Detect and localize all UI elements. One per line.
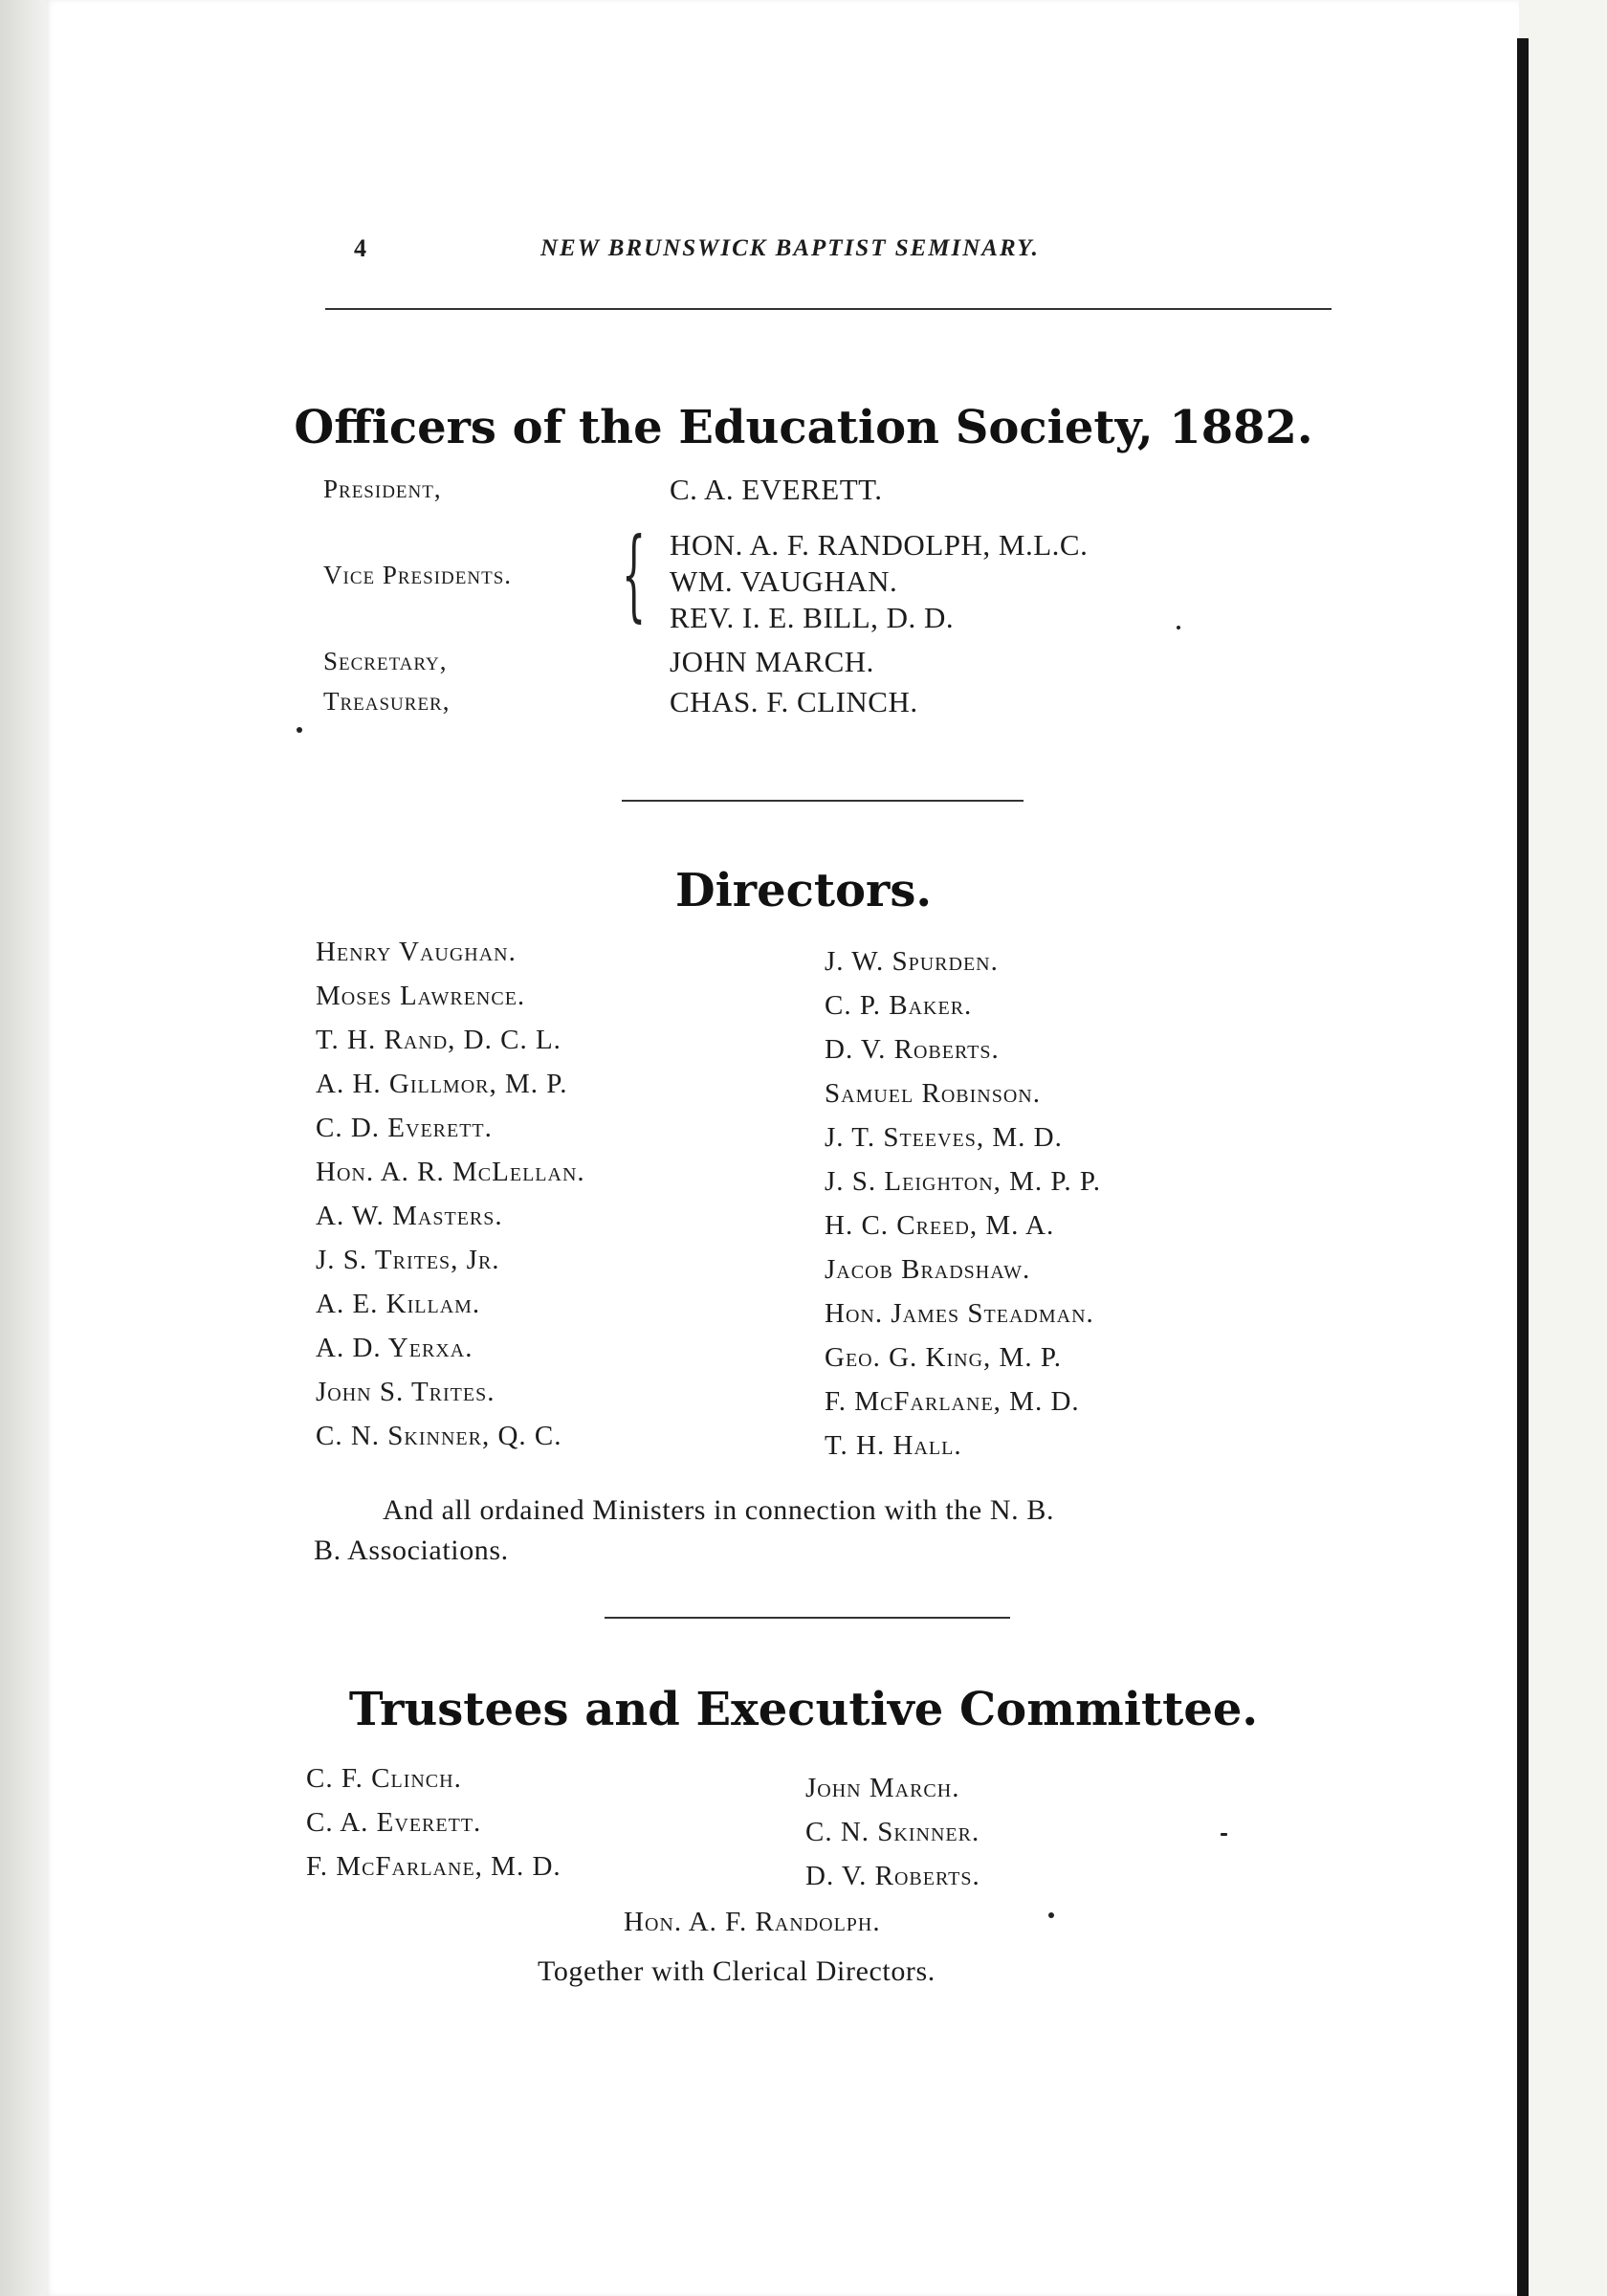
president-name: C. A. EVERETT. [670,473,883,506]
scan-left-edge [0,0,46,2296]
officers-heading: Officers of the Education Society, 1882. [294,401,1313,454]
trustee-name: C. A. Everett. [306,1807,482,1838]
scan-right-edge [1517,38,1529,2296]
trustees-note: Together with Clerical Directors. [538,1955,936,1987]
director-name: C. N. Skinner, Q. C. [316,1421,562,1451]
trustees-heading: Trustees and Executive Committee. [348,1683,1259,1736]
trustee-name: John March. [805,1773,960,1803]
running-title: NEW BRUNSWICK BAPTIST SEMINARY. [540,235,1040,261]
director-name: Henry Vaughan. [316,937,517,967]
directors-note-continued: B. Associations. [314,1534,509,1566]
director-name: H. C. Creed, M. A. [825,1210,1055,1241]
director-name: Samuel Robinson. [825,1078,1041,1109]
trustee-name: D. V. Roberts. [805,1861,980,1891]
page-number: 4 [354,234,366,262]
director-name: T. H. Rand, D. C. L. [316,1025,561,1055]
director-name: Geo. G. King, M. P. [825,1342,1062,1373]
director-name: John S. Trites. [316,1377,495,1407]
director-name: A. W. Masters. [316,1201,503,1231]
director-name: F. McFarlane, M. D. [825,1386,1080,1417]
directors-left-column [316,930,585,1458]
scan-speck [1177,626,1180,629]
brace-icon: { [622,516,647,632]
directors-right-column [825,939,1101,1468]
director-name: C. P. Baker. [825,990,973,1021]
scan-speck [297,727,302,733]
director-name: J. W. Spurden. [825,946,999,977]
trustees-left-column [306,1756,561,1888]
directors-heading: Directors. [674,864,933,917]
header-rule [325,308,1332,310]
vice-president-name: HON. A. F. RANDOLPH, M.L.C. [670,528,1089,562]
trustee-name: C. F. Clinch. [306,1763,462,1794]
director-name: Jacob Bradshaw. [825,1254,1031,1285]
director-name: A. H. Gillmor, M. P. [316,1069,568,1099]
director-name: C. D. Everett. [316,1113,493,1143]
director-name: A. D. Yerxa. [316,1333,473,1363]
treasurer-name: CHAS. F. CLINCH. [670,685,918,718]
director-name: Moses Lawrence. [316,981,526,1011]
president-label: President, [323,475,442,503]
director-name: Hon. James Steadman. [825,1298,1094,1329]
director-name: J. S. Leighton, M. P. P. [825,1166,1101,1197]
trustee-name: C. N. Skinner. [805,1817,980,1847]
director-name: J. S. Trites, Jr. [316,1245,500,1275]
vice-presidents-label: Vice Presidents. [323,561,513,589]
trustees-right-column [805,1766,980,1898]
director-name: D. V. Roberts. [825,1034,1000,1065]
secretary-label: Secretary, [323,647,448,675]
section-divider [622,800,1024,802]
director-name: A. E. Killam. [316,1289,481,1319]
vice-president-name: WM. VAUGHAN. [670,564,898,598]
secretary-name: JOHN MARCH. [670,645,874,678]
scan-speck [1048,1912,1054,1918]
director-name: J. T. Steeves, M. D. [825,1122,1063,1153]
vice-president-name: REV. I. E. BILL, D. D. [670,601,955,634]
scan-speck [1221,1833,1227,1836]
treasurer-label: Treasurer, [323,687,451,716]
trustee-name: F. McFarlane, M. D. [306,1851,561,1882]
director-name: Hon. A. R. McLellan. [316,1157,585,1187]
section-divider [605,1617,1010,1619]
directors-note: And all ordained Ministers in connection with the N. B. [383,1494,1055,1526]
director-name: T. H. Hall. [825,1430,962,1461]
trustee-name: Hon. A. F. Randolph. [624,1907,881,1937]
